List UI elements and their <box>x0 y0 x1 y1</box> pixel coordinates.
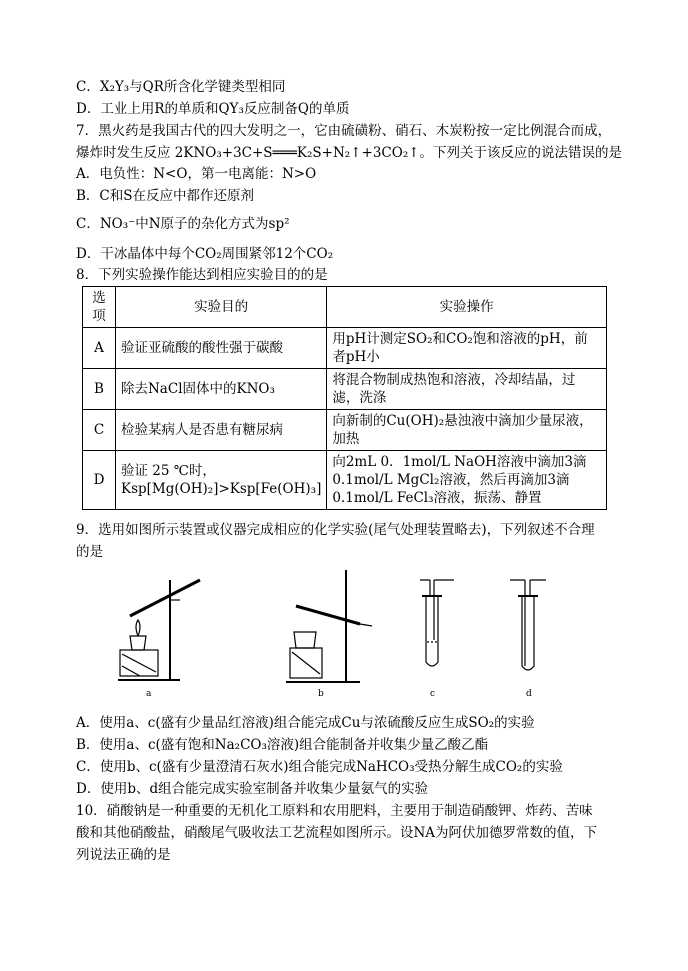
q9-stem-2: 的是 <box>76 544 103 560</box>
test-tube-b <box>296 606 360 624</box>
q7-option-c: C．NO₃⁻中N原子的杂化方式为sp² <box>76 216 290 232</box>
test-tube-c <box>426 596 438 666</box>
q9-stem-1: 9．选用如图所示装置或仪器完成相应的化学实验(尾气处理装置略去)，下列叙述不合理 <box>76 522 595 538</box>
row-option: C <box>83 410 116 451</box>
delivery-tubes-d <box>510 580 546 666</box>
option-c-line: C．X₂Y₃与QR所含化学键类型相同 <box>76 79 286 95</box>
row-goal: 检验某病人是否患有糖尿病 <box>116 410 327 451</box>
label-a: a <box>146 689 152 699</box>
label-b: b <box>318 689 324 699</box>
row-operation: 向新制的Cu(OH)₂悬浊液中滴加少量尿液，加热 <box>327 410 607 451</box>
apparatus-c <box>420 580 454 699</box>
test-tube-a <box>130 580 200 616</box>
q9-option-a: A．使用a、c(盛有少量品红溶液)组合能完成Cu与浓硫酸反应生成SO₂的实验 <box>76 715 535 731</box>
table-row <box>83 410 607 451</box>
q9-option-d: D．使用b、d组合能完成实验室制备并收集少量氨气的实验 <box>76 781 429 797</box>
alcohol-lamp-b <box>294 632 316 648</box>
alcohol-lamp-a <box>130 636 146 650</box>
q7-stem-2: 爆炸时发生反应 2KNO₃+3C+S═══K₂S+N₂↑+3CO₂↑。下列关于该反应的说法错误的是 <box>76 145 623 161</box>
row-goal: 验证 25 ℃时，Ksp[Mg(OH)₂]>Ksp[Fe(OH)₃] <box>116 451 327 510</box>
apparatus-d <box>510 580 546 699</box>
row-option: D <box>83 451 116 510</box>
row-option: B <box>83 369 116 410</box>
q8-stem: 8．下列实验操作能达到相应实验目的的是 <box>76 267 328 283</box>
table-row <box>83 451 607 510</box>
header-goal: 实验目的 <box>116 287 327 328</box>
q10-stem-3: 列说法正确的是 <box>76 847 171 863</box>
row-goal: 除去NaCl固体中的KNO₃ <box>116 369 327 410</box>
label-d: d <box>526 689 532 699</box>
table-header-row <box>83 287 607 328</box>
apparatus-a <box>118 580 200 699</box>
table-row <box>83 369 607 410</box>
row-operation: 用pH计测定SO₂和CO₂饱和溶液的pH，前者pH小 <box>327 328 607 369</box>
delivery-tubes-c <box>420 580 454 640</box>
q10-stem-1: 10．硝酸钠是一种重要的无机化工原料和农用肥料，主要用于制造硝酸钾、炸药、苦味 <box>76 803 593 819</box>
test-tube-d <box>522 596 534 670</box>
apparatus-figure <box>110 570 580 700</box>
option-d-line: D．工业上用R的单质和QY₃反应制备Q的单质 <box>76 101 350 117</box>
row-option: A <box>83 328 116 369</box>
apparatus-b <box>286 570 372 699</box>
outlet-b <box>360 624 372 626</box>
label-c: c <box>430 689 436 699</box>
q7-option-d: D．干冰晶体中每个CO₂周围紧邻12个CO₂ <box>76 246 334 262</box>
q10-stem-2: 酸和其他硝酸盐，硝酸尾气吸收法工艺流程如图所示。设NA为阿伏加德罗常数的值，下 <box>76 825 598 841</box>
row-goal: 验证亚硫酸的酸性强于碳酸 <box>116 328 327 369</box>
table-row <box>83 328 607 369</box>
header-operation: 实验操作 <box>327 287 607 328</box>
q7-option-a: A．电负性：N<O，第一电离能：N>O <box>76 166 317 182</box>
header-option: 选项 <box>83 287 116 328</box>
q9-option-c: C．使用b、c(盛有少量澄清石灰水)组合能完成NaHCO₃受热分解生成CO₂的实验 <box>76 759 563 775</box>
row-operation: 向2mL 0．1mol/L NaOH溶液中滴加3滴0.1mol/L MgCl₂溶液，然后再滴加3滴0.1mol/L FeCl₃溶液，振荡、静置 <box>327 451 607 510</box>
experiment-table <box>82 286 607 510</box>
q9-option-b: B．使用a、c(盛有饱和Na₂CO₃溶液)组合能制备并收集少量乙酸乙酯 <box>76 737 489 753</box>
q7-stem-1: 7．黑火药是我国古代的四大发明之一，它由硫磺粉、硝石、木炭粉按一定比例混合而成， <box>76 123 612 139</box>
flame-a <box>136 620 140 636</box>
row-operation: 将混合物制成热饱和溶液，冷却结晶，过滤，洗涤 <box>327 369 607 410</box>
q7-option-b: B．C和S在反应中都作还原剂 <box>76 188 254 204</box>
